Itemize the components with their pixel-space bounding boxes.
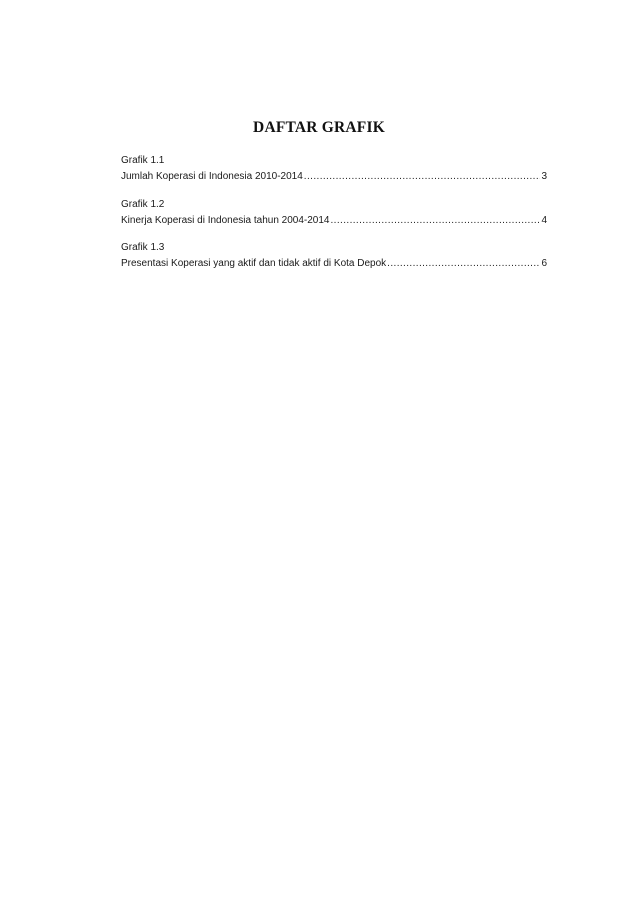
toc-entry[interactable] (121, 153, 547, 185)
entry-text: Presentasi Koperasi yang aktif dan tidak aktif di Kota Depok (121, 258, 387, 269)
entry-text: Jumlah Koperasi di Indonesia 2010-2014 (121, 171, 303, 182)
entry-line (121, 213, 547, 229)
entry-label: Grafik 1.2 (121, 199, 165, 210)
page-number: 3 (541, 171, 547, 182)
entry-text: Kinerja Koperasi di Indonesia tahun 2004-2014 (121, 215, 330, 226)
dot-leader (387, 256, 540, 272)
page-title: DAFTAR GRAFIK (253, 119, 385, 136)
toc-entry[interactable] (121, 240, 547, 272)
toc-entry[interactable] (121, 197, 547, 229)
entry-line (121, 169, 547, 185)
dot-leader (331, 213, 541, 229)
entry-label: Grafik 1.3 (121, 242, 165, 253)
page-number: 4 (541, 215, 547, 226)
entry-label: Grafik 1.1 (121, 155, 165, 166)
page-number: 6 (541, 258, 547, 269)
entry-line (121, 256, 547, 272)
dot-leader (304, 169, 541, 185)
